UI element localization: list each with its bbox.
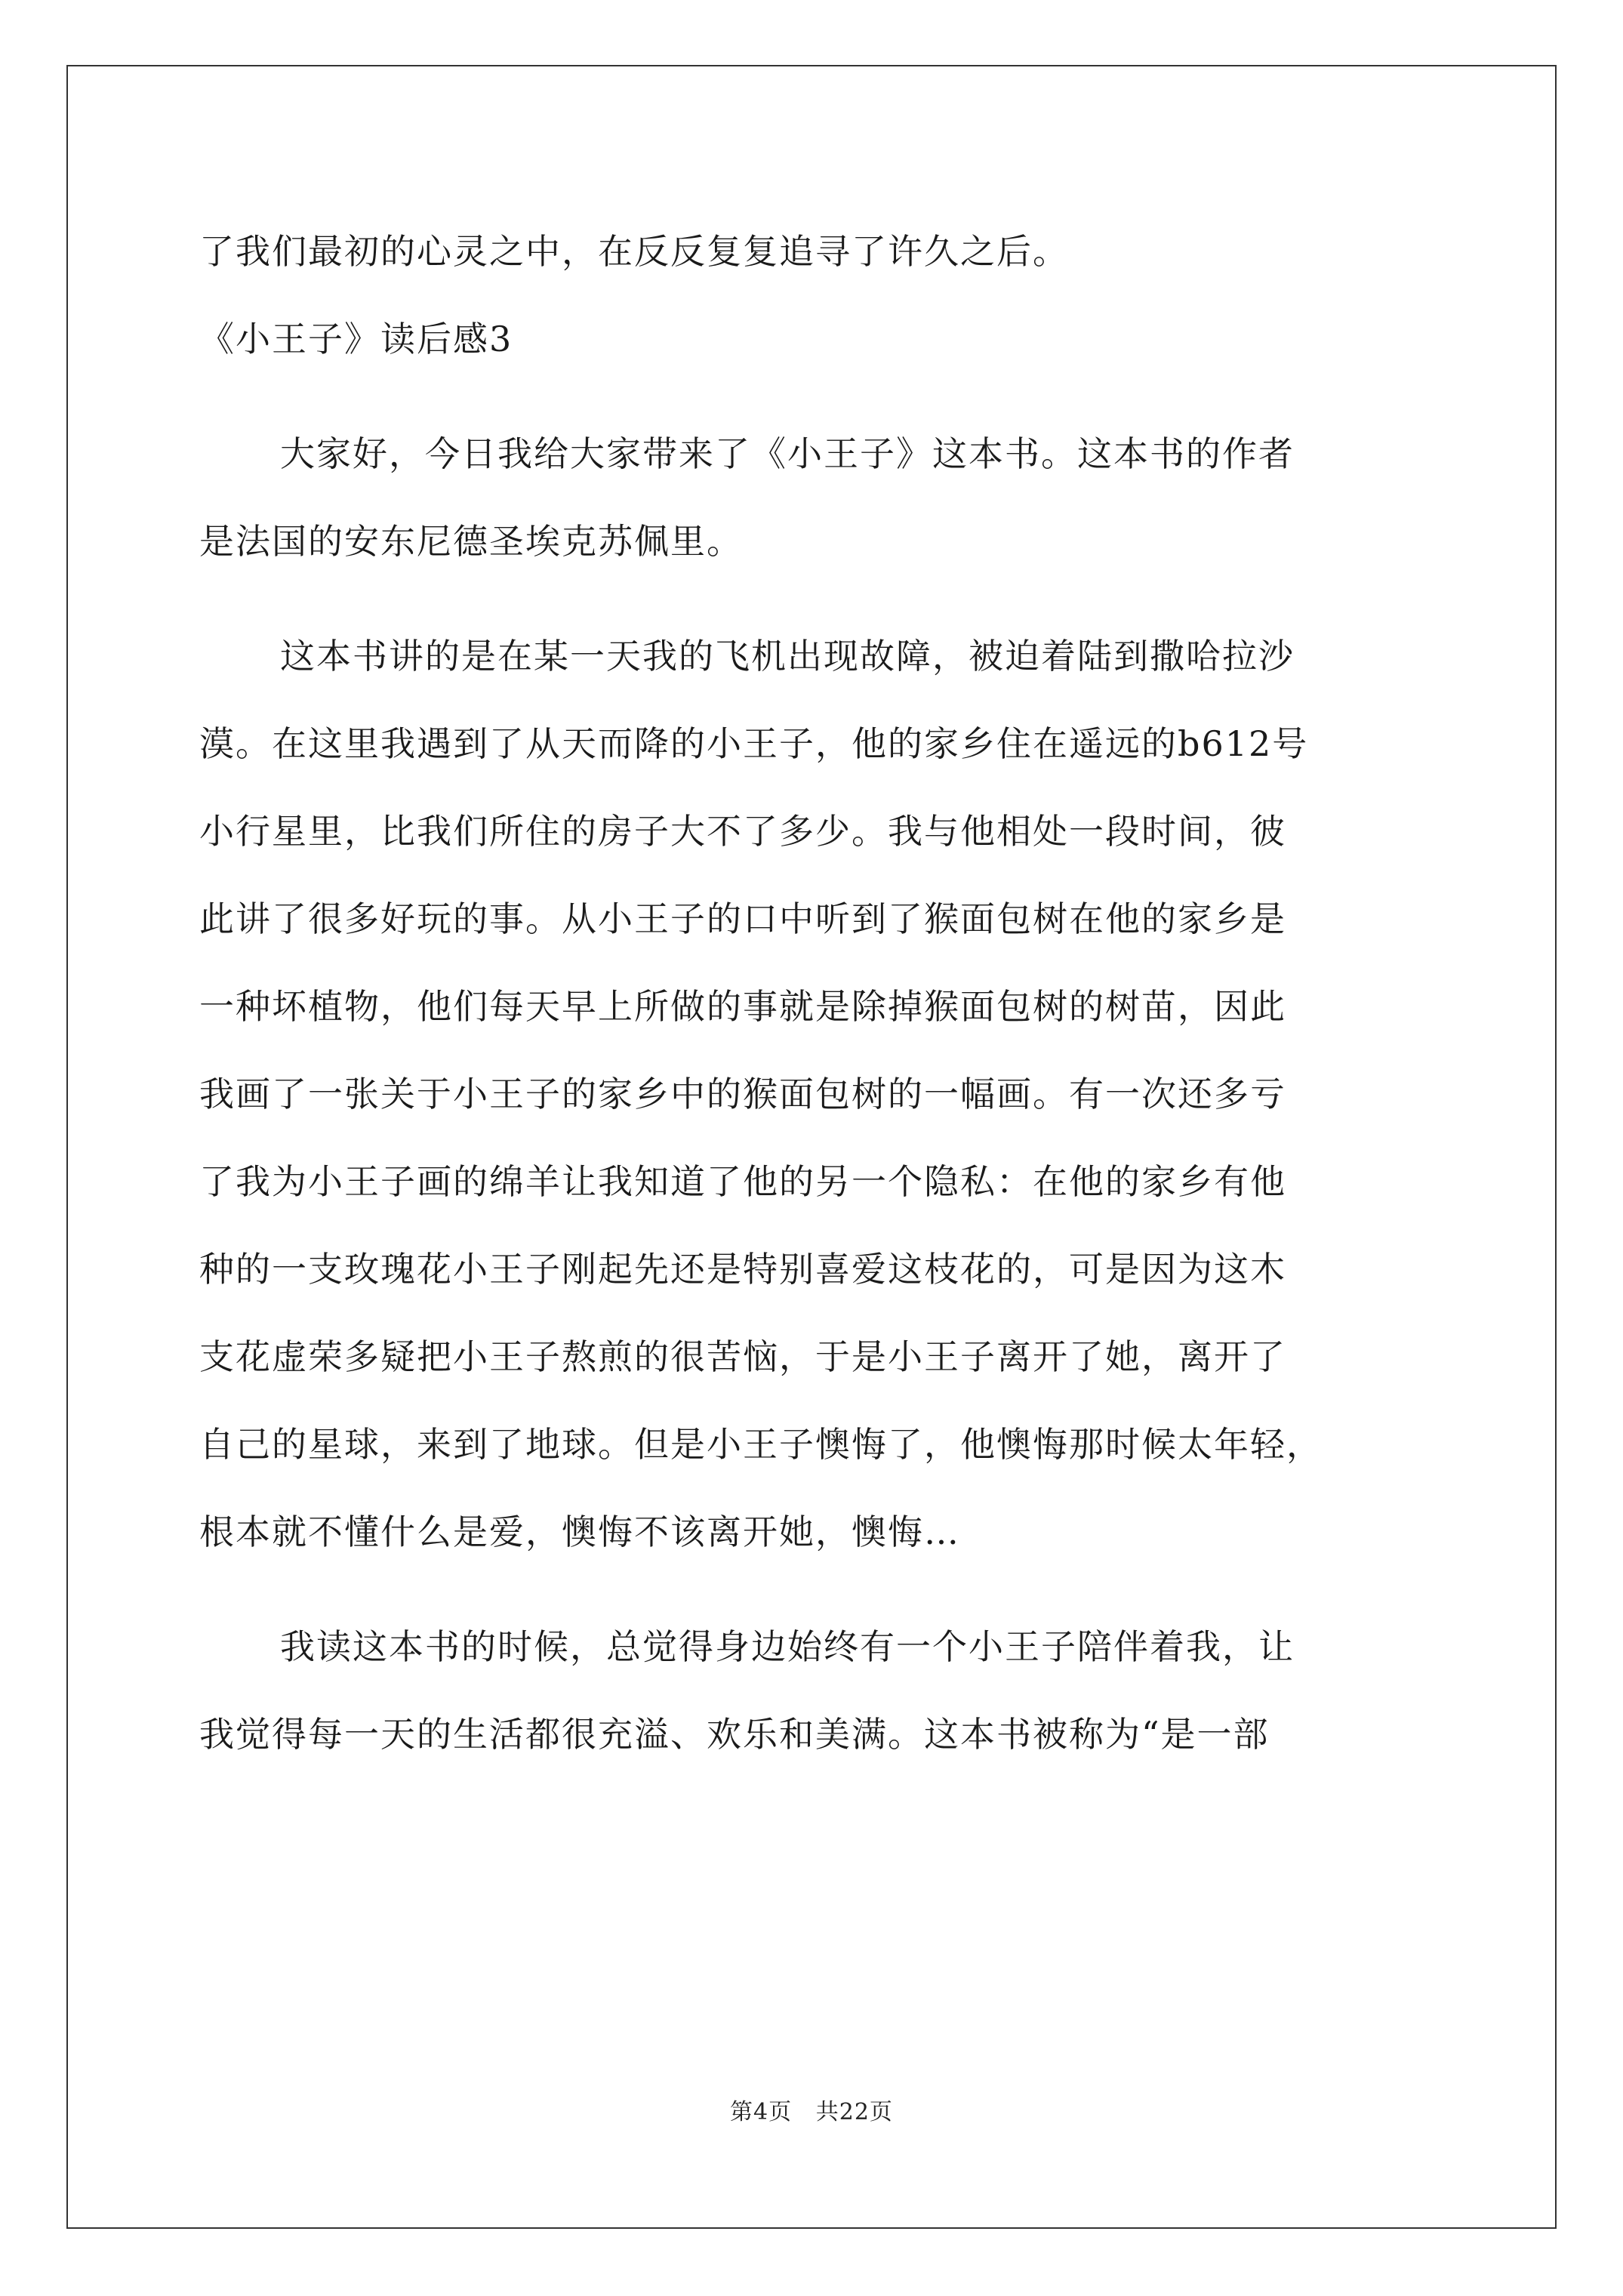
paragraph-intro	[199, 410, 1437, 585]
text-line: 是法国的安东尼德圣埃克苏佩里。	[199, 521, 743, 562]
text-line: 了我为小王子画的绵羊让我知道了他的另一个隐私：在他的家乡有他	[199, 1161, 1286, 1202]
page-number: 第4页	[730, 2099, 793, 2125]
document-body	[199, 208, 1437, 1778]
paragraph-reflection	[199, 1603, 1437, 1778]
page-total: 共22页	[815, 2099, 893, 2125]
text-line: 根本就不懂什么是爱，懊悔不该离开她，懊悔…	[199, 1512, 960, 1552]
text-line: 此讲了很多好玩的事。从小王子的口中听到了猴面包树在他的家乡是	[199, 898, 1286, 939]
text-line: 我觉得每一天的生活都很充溢、欢乐和美满。这本书被称为“是一部	[199, 1714, 1270, 1755]
text-line: 我画了一张关于小王子的家乡中的猴面包树的一幅画。有一次还多亏	[199, 1074, 1286, 1114]
text-line: 自己的星球，来到了地球。但是小王子懊悔了，他懊悔那时候太年轻，	[199, 1424, 1323, 1465]
paragraph-story	[199, 612, 1437, 1576]
page-footer	[0, 2093, 1623, 2126]
text-line: 这本书讲的是在某一天我的飞机出现故障，被迫着陆到撒哈拉沙	[280, 636, 1295, 676]
section-title: 《小王子》读后感3	[199, 319, 513, 359]
text-line: 了我们最初的心灵之中，在反反复复追寻了许久之后。	[199, 231, 1069, 272]
text-line: 大家好，今日我给大家带来了《小王子》这本书。这本书的作者	[280, 433, 1295, 474]
text-line: 种的一支玫瑰花小王子刚起先还是特别喜爱这枝花的，可是因为这木	[199, 1249, 1286, 1290]
paragraph-continuation	[199, 208, 1437, 295]
text-line: 小行星里，比我们所住的房子大不了多少。我与他相处一段时间，彼	[199, 811, 1286, 852]
text-line: 漠。在这里我遇到了从天而降的小王子，他的家乡住在遥远的b612号	[199, 723, 1309, 764]
text-line: 一种坏植物，他们每天早上所做的事就是除掉猴面包树的树苗，因此	[199, 986, 1286, 1027]
text-line: 我读这本书的时候，总觉得身边始终有一个小王子陪伴着我，让	[280, 1626, 1295, 1667]
text-line: 支花虚荣多疑把小王子熬煎的很苦恼，于是小王子离开了她，离开了	[199, 1336, 1286, 1377]
